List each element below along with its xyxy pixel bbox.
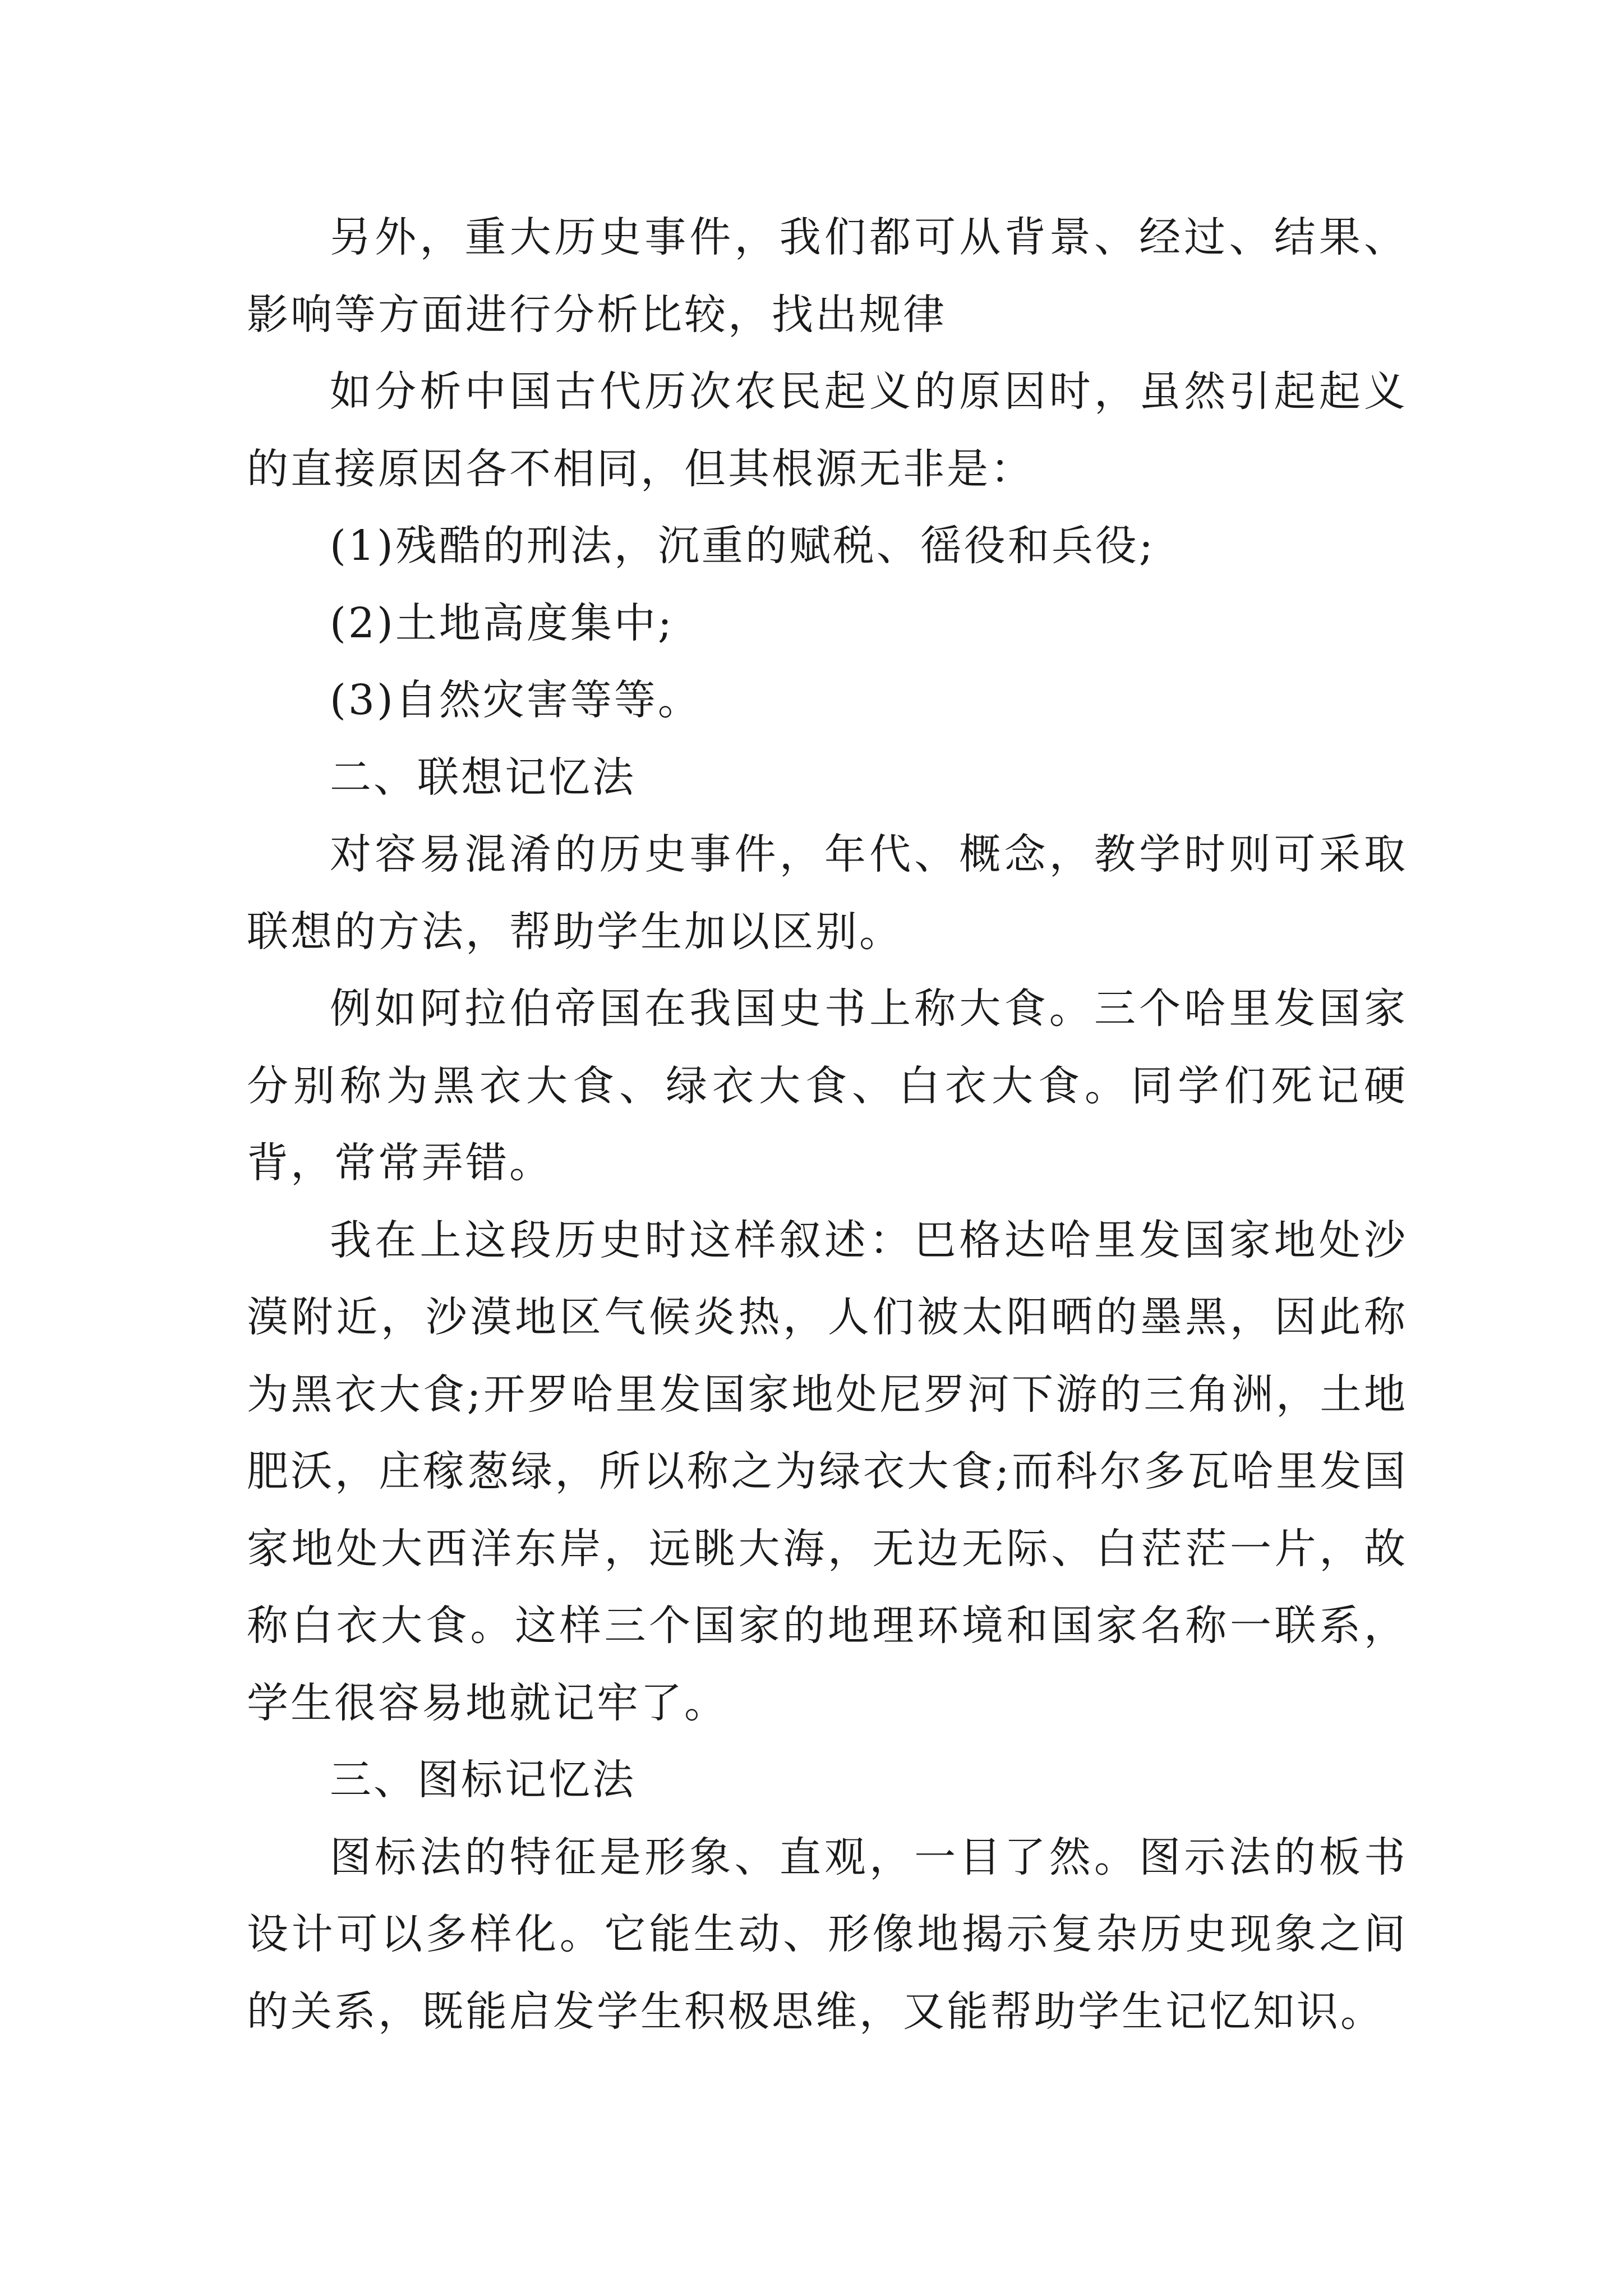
paragraph-peasant-uprisings: 如分析中国古代历次农民起义的原因时，虽然引起起义的直接原因各不相同，但其根源无非是：	[247, 367, 1408, 493]
list-item-3: (3)自然灾害等等。	[330, 676, 702, 724]
paragraph-icon-method: 图标法的特征是形象、直观，一目了然。图示法的板书设计可以多样化。它能生动、形像地揭示复杂历史现象之间的关系，既能启发学生积极思维，又能帮助学生记忆知识。	[247, 1833, 1408, 2036]
paragraph-caliphates-narrative: 我在上这段历史时这样叙述：巴格达哈里发国家地处沙漠附近，沙漠地区气候炎热，人们被太阳晒的墨黑，因此称为黑衣大食;开罗哈里发国家地处尼罗河下游的三角洲，土地肥沃，庄稼葱绿，所以称之为绿衣大食;而科尔多瓦哈里发国家地处大西洋东岸，远眺大海，无边无际、白茫茫一片，故称白衣大食。这样三个国家的地理环境和国家名称一联系，学生很容易地就记牢了。	[247, 1216, 1408, 1727]
list-item-2: (2)土地高度集中;	[330, 599, 674, 647]
paragraph-arab-empire: 例如阿拉伯帝国在我国史书上称大食。三个哈里发国家分别称为黑衣大食、绿衣大食、白衣大食。同学们死记硬背，常常弄错。	[247, 984, 1408, 1187]
section-heading-association-memory: 二、联想记忆法	[330, 753, 636, 802]
document-body	[247, 199, 1408, 2050]
paragraph-intro: 另外，重大历史事件，我们都可从背景、经过、结果、影响等方面进行分析比较，找出规律	[247, 213, 1408, 339]
list-item-1: (1)残酷的刑法，沉重的赋税、徭役和兵役;	[330, 522, 1155, 570]
section-heading-icon-memory: 三、图标记忆法	[330, 1756, 636, 1804]
paragraph-association-method: 对容易混淆的历史事件，年代、概念，教学时则可采取联想的方法，帮助学生加以区别。	[247, 830, 1408, 956]
